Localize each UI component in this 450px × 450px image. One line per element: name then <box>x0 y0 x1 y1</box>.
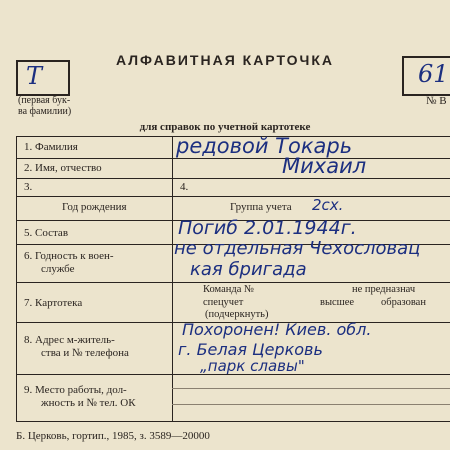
divider <box>16 421 450 422</box>
card-title: АЛФАВИТНАЯ КАРТОЧКА <box>115 52 335 68</box>
workplace-label-line-1: 9. Место работы, дол- <box>24 384 127 396</box>
printer-footer: Б. Церковь, гортип., 1985, з. 3589—20000 <box>16 430 210 442</box>
field-3-label: 3. <box>24 181 33 193</box>
higher-text: высшее <box>320 297 355 308</box>
underline-note: (подчеркнуть) <box>205 309 269 320</box>
card-subtitle: для справок по учетной картотеке <box>139 121 311 133</box>
fitness-label-line-2: службе <box>41 263 75 275</box>
letter-caption-line-1: (первая бук- <box>18 95 71 106</box>
address-value-line-1: Похоронен! Киев. обл. <box>182 320 372 339</box>
divider <box>16 196 450 197</box>
fitness-value-line-2: кая бригада <box>190 259 307 280</box>
border-left <box>16 136 17 421</box>
not-designated-text: не предназнач <box>352 284 416 295</box>
divider <box>16 158 450 159</box>
surname-value: редовой Токарь <box>176 134 353 158</box>
special-record-text: спецучет <box>203 297 244 308</box>
blank-line <box>172 388 450 389</box>
address-value-line-2: г. Белая Церковь <box>178 340 323 359</box>
divider <box>16 178 450 179</box>
group-value: 2сх. <box>312 196 344 214</box>
workplace-label-line-2: жность и № тел. ОК <box>41 397 136 409</box>
group-label: Группа учета <box>230 201 292 213</box>
education-text: образован <box>381 297 426 308</box>
letter-caption-line-2: ва фамилии) <box>18 106 72 117</box>
composition-label: 5. Состав <box>24 227 69 239</box>
column-divider <box>172 136 173 421</box>
card-file-label: 7. Картотека <box>24 297 83 309</box>
composition-value: Погиб 2.01.1944г. <box>178 217 357 239</box>
birth-year-label: Год рождения <box>62 201 127 213</box>
address-label-line-2: ства и № телефона <box>41 347 129 359</box>
name-value: Михаил <box>282 154 367 178</box>
address-label-line-1: 8. Адрес м-житель- <box>24 334 115 346</box>
team-text: Команда № <box>203 284 255 295</box>
address-value-line-3: „парк славы" <box>200 357 305 375</box>
fitness-label-line-1: 6. Годность к воен- <box>24 250 114 262</box>
blank-line <box>172 404 450 405</box>
letter-caption <box>18 95 128 117</box>
number-box <box>402 56 450 96</box>
surname-letter: Т <box>26 62 43 90</box>
fitness-value-line-1: не отдельная Чехословац <box>174 238 421 259</box>
name-label: 2. Имя, отчество <box>24 162 102 174</box>
surname-label: 1. Фамилия <box>24 141 78 153</box>
field-4-label: 4. <box>180 181 189 193</box>
card-number: 61 <box>418 60 449 88</box>
number-label: № В <box>426 95 447 107</box>
